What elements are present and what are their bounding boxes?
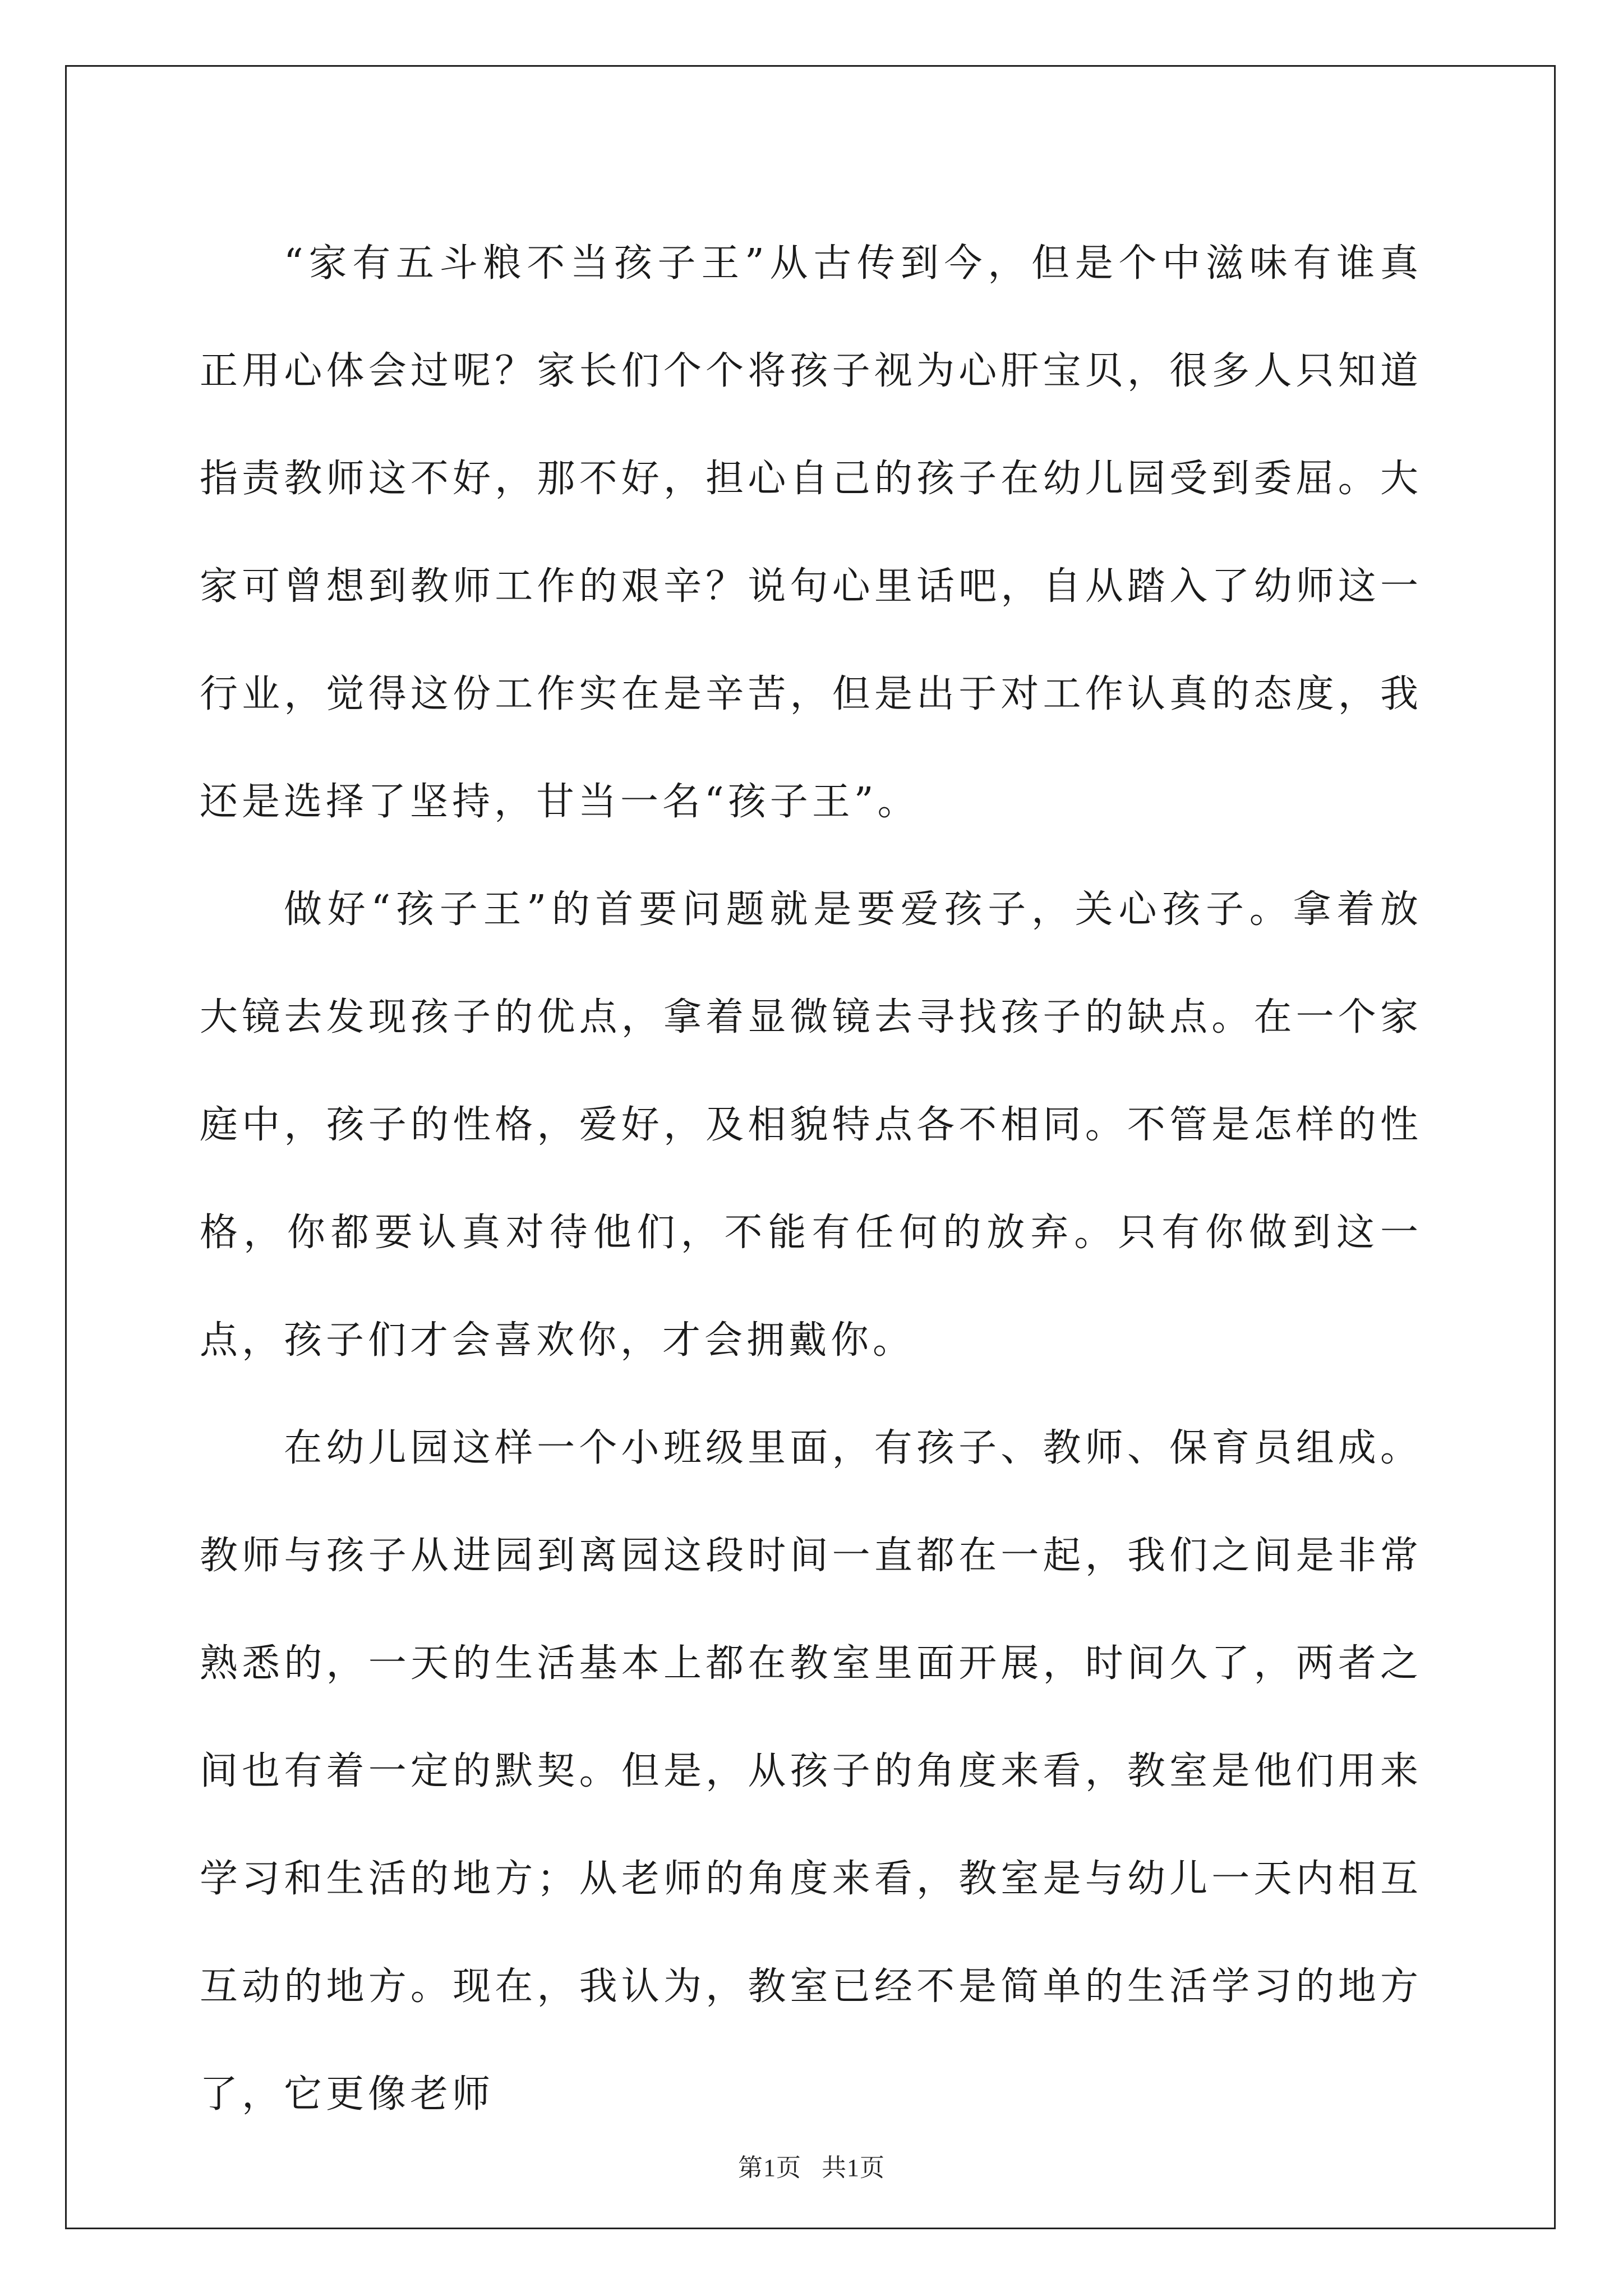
page-number-footer: 第1页 共1页 <box>738 2154 885 2182</box>
paragraph-3: 在幼儿园这样一个小班级里面，有孩子、教师、保育员组成。教师与孩子从进园到离园这段时间一直都在一起，我们之间是非常熟悉的，一天的生活基本上都在教室里面开展，时间久了，两者之间也有着一定的默契。但是，从孩子的角度来看，教室是他们用来学习和生活的地方；从老师的角度来看，教室是与幼儿一天内相互互动的地方。现在，我认为，教室已经不是简单的生活学习的地方了，它更像老师 <box>200 1426 1422 2116</box>
document-body <box>200 210 1422 2148</box>
paragraph-1: “家有五斗粮不当孩子王”从古传到今，但是个中滋味有谁真正用心体会过呢？家长们个个将孩子视为心肝宝贝，很多人只知道指责教师这不好，那不好，担心自己的孩子在幼儿园受到委屈。大家可曾想到教师工作的艰辛？说句心里话吧，自从踏入了幼师这一行业，觉得这份工作实在是辛苦，但是出于对工作认真的态度，我还是选择了坚持，甘当一名“孩子王”。 <box>200 241 1422 824</box>
paragraph-2: 做好“孩子王”的首要问题就是要爱孩子，关心孩子。拿着放大镜去发现孩子的优点，拿着显微镜去寻找孩子的缺点。在一个家庭中，孩子的性格，爱好，及相貌特点各不相同。不管是怎样的性格，你都要认真对待他们，不能有任何的放弃。只有你做到这一点，孩子们才会喜欢你，才会拥戴你。 <box>200 887 1422 1363</box>
